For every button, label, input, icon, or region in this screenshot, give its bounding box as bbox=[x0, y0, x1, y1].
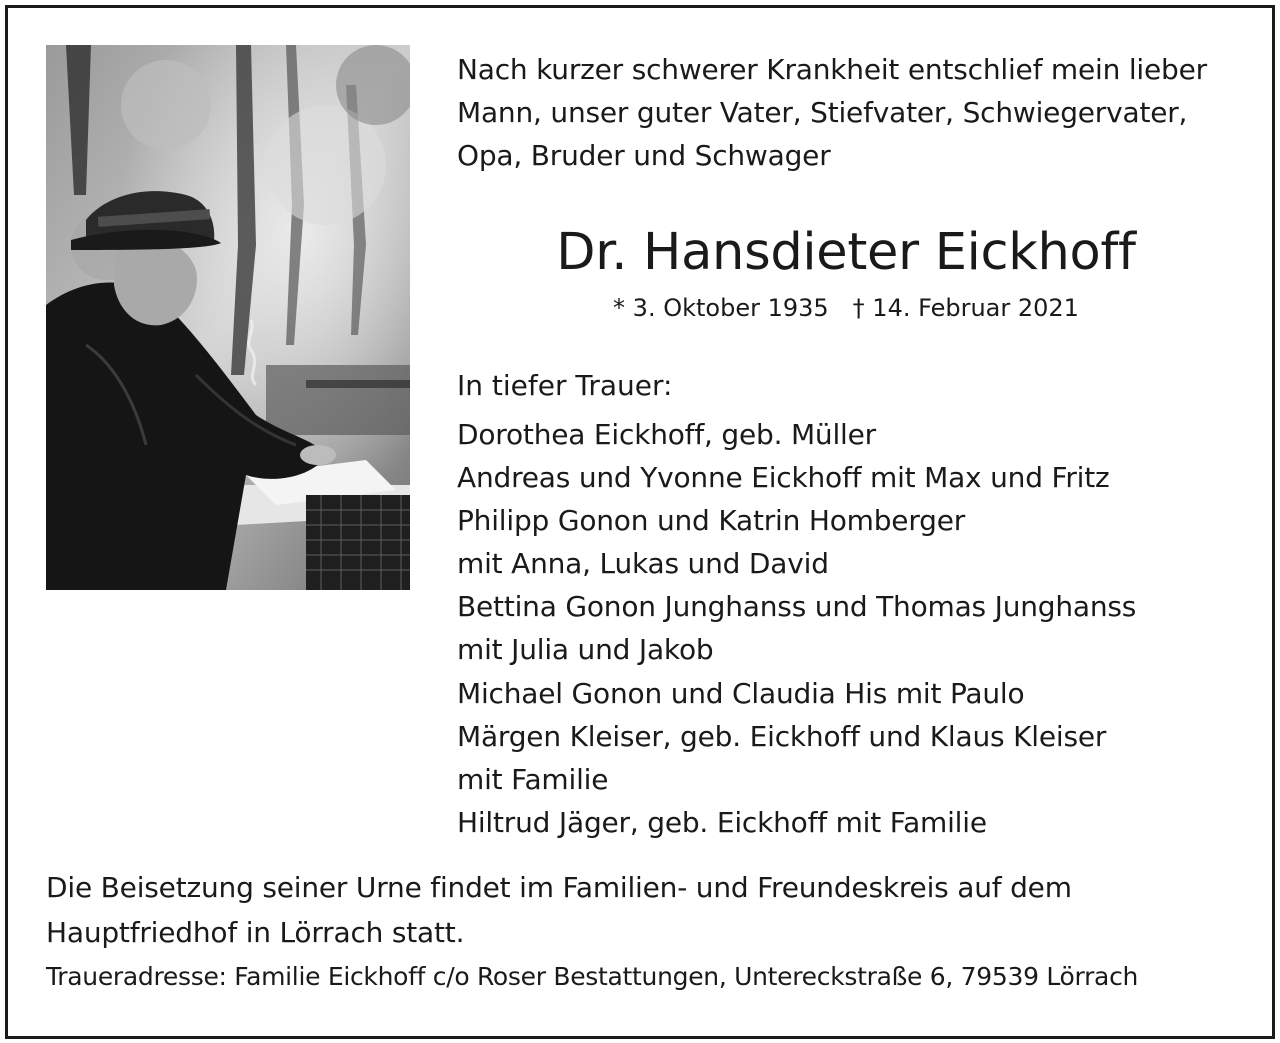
intro-line: Mann, unser guter Vater, Stiefvater, Schwiegervater, bbox=[457, 96, 1188, 129]
portrait-photo-image bbox=[46, 45, 410, 590]
mourner-line: Dorothea Eickhoff, geb. Müller bbox=[457, 418, 876, 451]
mourner-line: Märgen Kleiser, geb. Eickhoff und Klaus Kleiser bbox=[457, 719, 1107, 753]
death-date: † 14. Februar 2021 bbox=[852, 294, 1079, 322]
mourner-line: mit Anna, Lukas und David bbox=[457, 547, 829, 581]
mourner-line: mit Julia und Jakob bbox=[457, 633, 714, 667]
birth-date: * 3. Oktober 1935 bbox=[613, 294, 829, 322]
burial-notice bbox=[46, 865, 1246, 955]
mourner-line: Michael Gonon und Claudia His mit Paulo bbox=[457, 676, 1025, 710]
mourner-line: Bettina Gonon Junghanss und Thomas Junghanss bbox=[457, 590, 1137, 624]
mourners-list bbox=[457, 413, 1136, 844]
mourner-line: mit Familie bbox=[457, 762, 609, 796]
mourner-line: Hiltrud Jäger, geb. Eickhoff mit Familie bbox=[457, 805, 987, 839]
life-dates bbox=[436, 290, 1256, 326]
mourning-address: Traueradresse: Familie Eickhoff c/o Roser Bestattungen, Untereckstraße 6, 79539 Lörrach bbox=[46, 962, 1139, 991]
burial-line: Die Beisetzung seiner Urne findet im Familien- und Freundeskreis auf dem bbox=[46, 871, 1072, 904]
burial-line: Hauptfriedhof in Lörrach statt. bbox=[46, 916, 465, 949]
intro-line: Opa, Bruder und Schwager bbox=[457, 139, 831, 172]
mourner-line: Philipp Gonon und Katrin Homberger bbox=[457, 504, 966, 538]
intro-text bbox=[457, 48, 1257, 177]
portrait-photo bbox=[46, 45, 410, 590]
mourner-line: Andreas und Yvonne Eickhoff mit Max und Fritz bbox=[457, 461, 1110, 495]
deceased-name: Dr. Hansdieter Eickhoff bbox=[556, 223, 1136, 282]
mourning-label: In tiefer Trauer: bbox=[457, 369, 673, 402]
intro-line: Nach kurzer schwerer Krankheit entschlief mein lieber bbox=[457, 53, 1207, 86]
